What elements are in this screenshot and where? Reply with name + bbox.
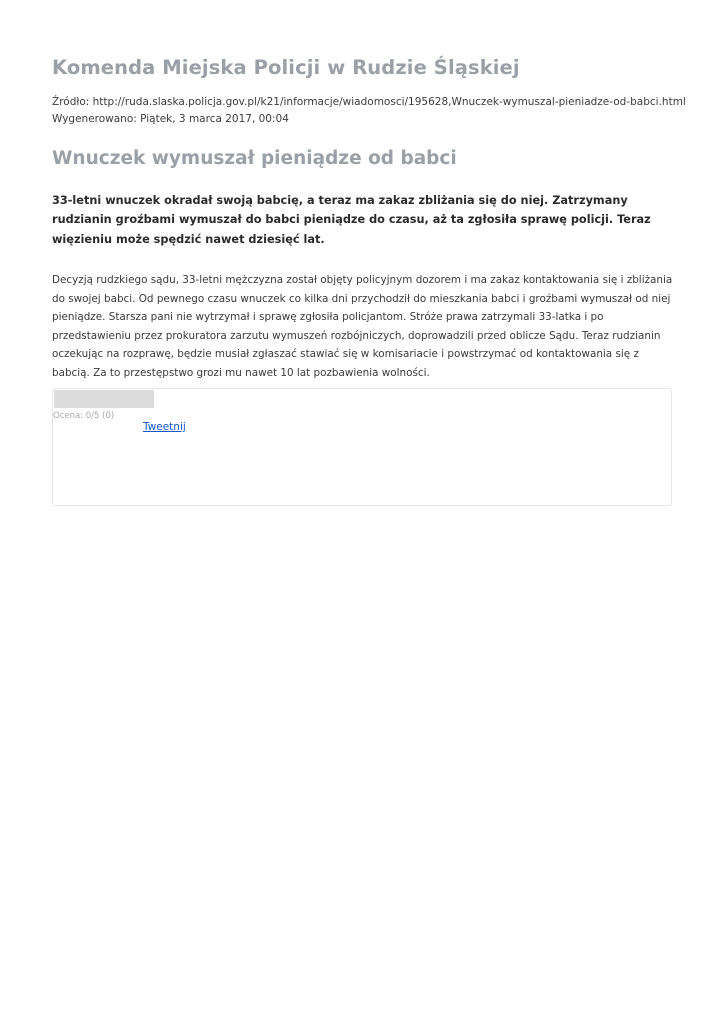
rating-label: Ocena: 0/5 (0) [53, 411, 115, 421]
site-title: Komenda Miejska Policji w Rudzie Śląskiej [52, 56, 520, 79]
source-line: Źródło: http://ruda.slaska.policja.gov.pl/k21/informacje/wiadomosci/195628,Wnuczek-wymuszal-pieniadze-od-babci.html [52, 96, 686, 109]
tweet-link[interactable]: Tweetnij [143, 421, 186, 433]
generated-line: Wygenerowano: Piątek, 3 marca 2017, 00:04 [52, 112, 289, 125]
page-title: Wnuczek wymuszał pieniądze od babci [52, 147, 457, 169]
rating-and-share-box [52, 388, 672, 506]
document-meta [52, 94, 686, 127]
article-body: Decyzją rudzkiego sądu, 33-letni mężczyzna został objęty policyjnym dozorem i ma zakaz kontaktowania się i zbliżania do swojej babci. Od pewnego czasu wnuczek co kilka dni przychodził do mieszkania babci i groźbami wymuszał od niej pieniądze. Starsza pani nie wytrzymał i sprawę zgłosiła policjantom. Stróże prawa zatrzymali 33-latka i po przedstawieniu przez prokuratora zarzutu wymuszeń rozbójniczych, doprowadzili przed oblicze Sądu. Teraz rudzianin oczekując na rozprawę, będzie musiał zgłaszać stawiać się w komisariacie i powstrzymać od kontaktowania się z babcią. Za to przestępstwo grozi mu nawet 10 lat pozbawienia wolności. [52, 274, 673, 379]
article-lead: 33-letni wnuczek okradał swoją babcię, a teraz ma zakaz zbliżania się do niej. Zatrzymany rudzianin groźbami wymuszał do babci pieniądze do czasu, aż ta zgłosiła sprawę policji. Teraz więzieniu może spędzić nawet dziesięć lat. [52, 193, 651, 246]
rating-bar[interactable] [54, 390, 154, 408]
